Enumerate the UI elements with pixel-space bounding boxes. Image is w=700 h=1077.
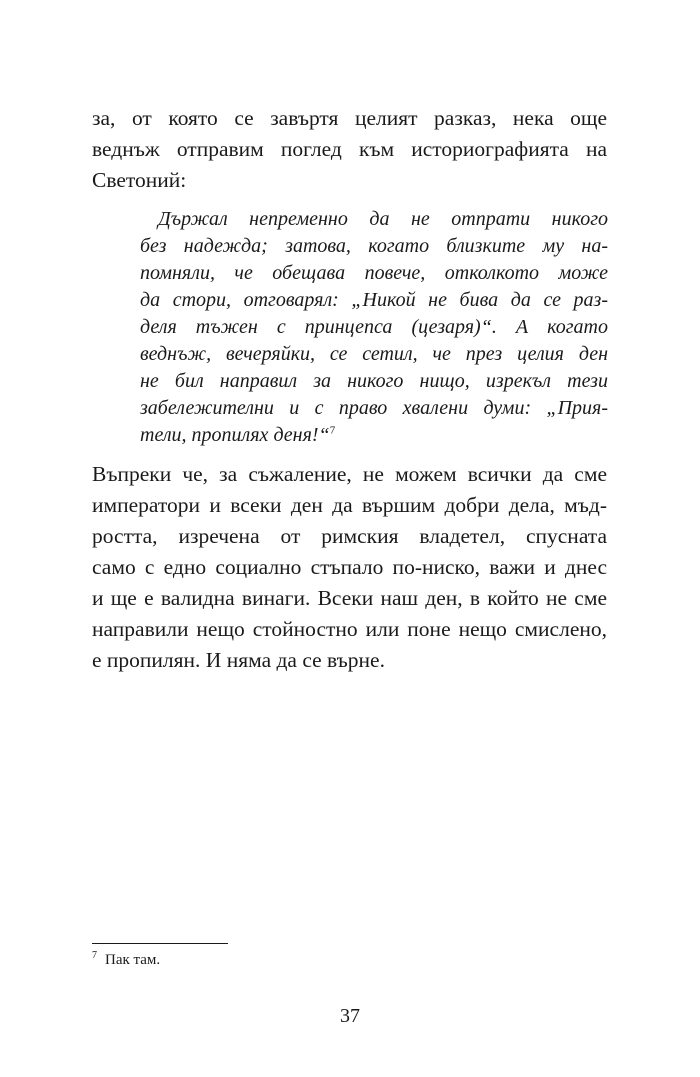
quote-line: забележителни и с право хвалени думи: „Прия- — [140, 397, 608, 419]
text-line: ростта, изречена от римския владетел, спусната — [92, 524, 607, 548]
quote-line: не бил направил за никого нищо, изрекъл тези — [140, 370, 608, 392]
text-line: веднъж отправим поглед към историографията на — [92, 137, 607, 161]
footnote-divider — [92, 943, 228, 944]
footnote-text: Пак там. — [105, 952, 161, 968]
paragraph-bottom — [92, 459, 607, 676]
quote-line: веднъж, вечеряйки, се сетил, че през целия ден — [140, 343, 608, 365]
page-number: 37 — [340, 1005, 360, 1027]
block-quote — [140, 206, 608, 449]
quote-line: без надежда; затова, когато близките му на- — [140, 235, 608, 257]
footnote-number: 7 — [92, 950, 97, 961]
footnote — [92, 950, 160, 970]
text-line: и ще е валидна винаги. Всеки наш ден, в който не сме — [92, 586, 607, 610]
quote-line: Държал непременно да не отпрати никого — [158, 208, 608, 230]
text-line: Светоний: — [92, 168, 187, 192]
quote-line: деля тъжен с принцепса (цезаря)“. А когато — [140, 316, 608, 338]
text-line: само с едно социално стъпало по-ниско, важи и днес — [92, 555, 607, 579]
quote-line: тели, пропилях деня!“ — [140, 424, 330, 446]
paragraph-top — [92, 103, 607, 196]
text-line: за, от която се завъртя целият разказ, нека още — [92, 106, 607, 130]
text-line: направили нещо стойностно или поне нещо смислено, — [92, 617, 607, 641]
quote-line: помняли, че обещава повече, отколкото може — [140, 262, 608, 284]
quote-line: да стори, отговарял: „Никой не бива да се раз- — [140, 289, 608, 311]
text-line: Въпреки че, за съжаление, не можем всички да сме — [92, 462, 607, 486]
text-line: императори и всеки ден да вършим добри дела, мъд- — [92, 493, 607, 517]
quote-line-last — [140, 422, 608, 449]
footnote-reference[interactable]: 7 — [329, 424, 336, 437]
text-line: е пропилян. И няма да се върне. — [92, 648, 385, 672]
